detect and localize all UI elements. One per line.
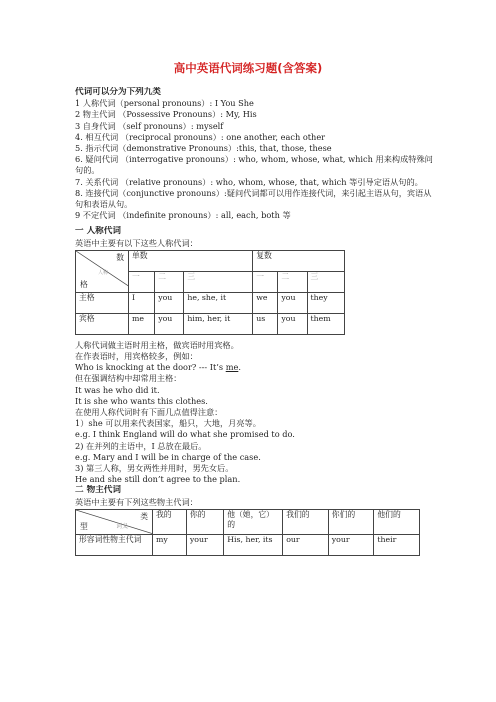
row-label: 主格	[76, 292, 129, 313]
header-singular: 单数	[129, 250, 253, 271]
intro-heading: 代词可以分为下列九类	[75, 87, 161, 97]
note-6: It is she who wants this clothes.	[75, 395, 208, 406]
person-2-singular: 二	[155, 271, 184, 292]
note-5: It was he who did it.	[75, 384, 160, 395]
note-3: Who is knocking at the door? --- It’s me.	[75, 362, 241, 373]
note-4: 但在强调结构中却常用主格：	[75, 373, 182, 384]
note-13: He and she still don’t agree to the plan.	[75, 474, 241, 485]
column-header: 我们的	[283, 509, 329, 534]
row-label: 宾格	[76, 313, 129, 334]
header-plural: 复数	[253, 250, 345, 271]
note-3-underlined: me	[225, 362, 239, 373]
table-cell: you	[155, 313, 184, 334]
column-header: 你的	[186, 509, 223, 534]
table-corner-cell	[76, 509, 153, 534]
intro-item-6: 6. 疑问代词 （interrogative pronouns）: who, whom, whose, what, which 用来构成特殊问句的。	[75, 154, 433, 176]
intro-item-7: 7. 关系代词 （relative pronouns）: who, whom, whose, that, which 等引导定语从句的。	[75, 176, 423, 187]
table-cell: him, her, it	[184, 313, 253, 334]
table-cell: you	[278, 313, 307, 334]
table-cell: you	[278, 292, 307, 313]
column-header: 我的	[153, 509, 187, 534]
note-1: 人称代词做主语时用主格，做宾语时用宾格。	[75, 339, 239, 350]
intro-item-8: 8. 连接代词（conjunctive pronouns）:疑问代词都可以用作连接代词，来引起主语从句，宾语从句和表语从句。	[75, 187, 432, 210]
table-corner-cell	[76, 250, 129, 292]
note-12: 3) 第三人称，男女两性并用时，男先女后。	[75, 463, 234, 474]
table-cell: me	[129, 313, 155, 334]
table-cell: them	[307, 313, 344, 334]
note-8: 1）she 可以用来代表国家，船只，大地，月亮等。	[75, 418, 261, 429]
corner-label-number: 数	[116, 252, 124, 262]
person-3-singular: 三	[184, 271, 253, 292]
section2-lead: 英语中主要有下列这些物主代词：	[75, 496, 198, 507]
corner-label-type-top: 类	[140, 511, 148, 521]
corner-label-case: 格	[80, 279, 88, 289]
note-2: 在作表语时，用宾格较多，例如：	[75, 351, 198, 362]
table-row	[76, 292, 345, 313]
person-1-plural: 一	[253, 271, 278, 292]
corner-label-meaning: 词义	[116, 522, 129, 530]
column-header: 他（她，它）的	[224, 509, 283, 534]
person-2-plural: 二	[278, 271, 307, 292]
column-header: 他们的	[374, 509, 420, 534]
document-body	[75, 87, 435, 556]
note-9: e.g. I think England will do what she promised to do.	[75, 429, 295, 440]
section2-heading: 二 物主代词	[75, 485, 121, 496]
intro-item-2: 2 物主代词 （Possessive Pronouns）: My, His	[75, 109, 257, 120]
intro-item-9: 9 不定代词 （indefinite pronouns）: all, each, both 等	[75, 210, 291, 221]
row-label: 形容词性物主代词	[76, 534, 153, 555]
section1-heading: 一 人称代词	[75, 226, 121, 237]
possessive-pronoun-table	[75, 509, 420, 556]
table-cell: their	[374, 534, 420, 555]
table-cell: His, her, its	[224, 534, 283, 555]
person-3-plural: 三	[307, 271, 344, 292]
note-7: 在使用人称代词时有下面几点值得注意：	[75, 407, 223, 418]
table-cell: my	[153, 534, 187, 555]
table-cell: we	[253, 292, 278, 313]
table-cell: our	[283, 534, 329, 555]
note-11: e.g. Mary and I will be in charge of the case.	[75, 451, 261, 462]
note-10: 2) 在并列的主语中，I 总放在最后。	[75, 440, 207, 451]
intro-item-3: 3 自身代词 （self pronouns）: myself	[75, 120, 224, 131]
table-cell: your	[328, 534, 374, 555]
intro-item-4: 4. 相互代词 （reciprocal pronouns）: one another, each other	[75, 131, 326, 142]
personal-pronoun-table	[75, 250, 345, 335]
table-cell: us	[253, 313, 278, 334]
table-cell: you	[155, 292, 184, 313]
table-cell: your	[186, 534, 223, 555]
table-cell: he, she, it	[184, 292, 253, 313]
intro-item-5: 5. 指示代词（demonstrative Pronouns）:this, that, those, these	[75, 143, 332, 154]
intro-item-1: 1 人称代词（personal pronouns）: I You She	[75, 98, 254, 109]
note-3-text: Who is knocking at the door? --- It’s	[75, 362, 226, 373]
table-cell: they	[307, 292, 344, 313]
table-row	[76, 313, 345, 334]
table-row	[76, 534, 420, 555]
section1-lead: 英语中主要有以下这些人称代词：	[75, 237, 198, 248]
table-cell: I	[129, 292, 155, 313]
person-1-singular: 一	[129, 271, 155, 292]
corner-label-type-bottom: 型	[80, 521, 88, 531]
column-header: 你们的	[328, 509, 374, 534]
page-title: 高中英语代词练习题(含答案)	[173, 61, 323, 75]
corner-label-faint: 人称	[98, 269, 109, 276]
